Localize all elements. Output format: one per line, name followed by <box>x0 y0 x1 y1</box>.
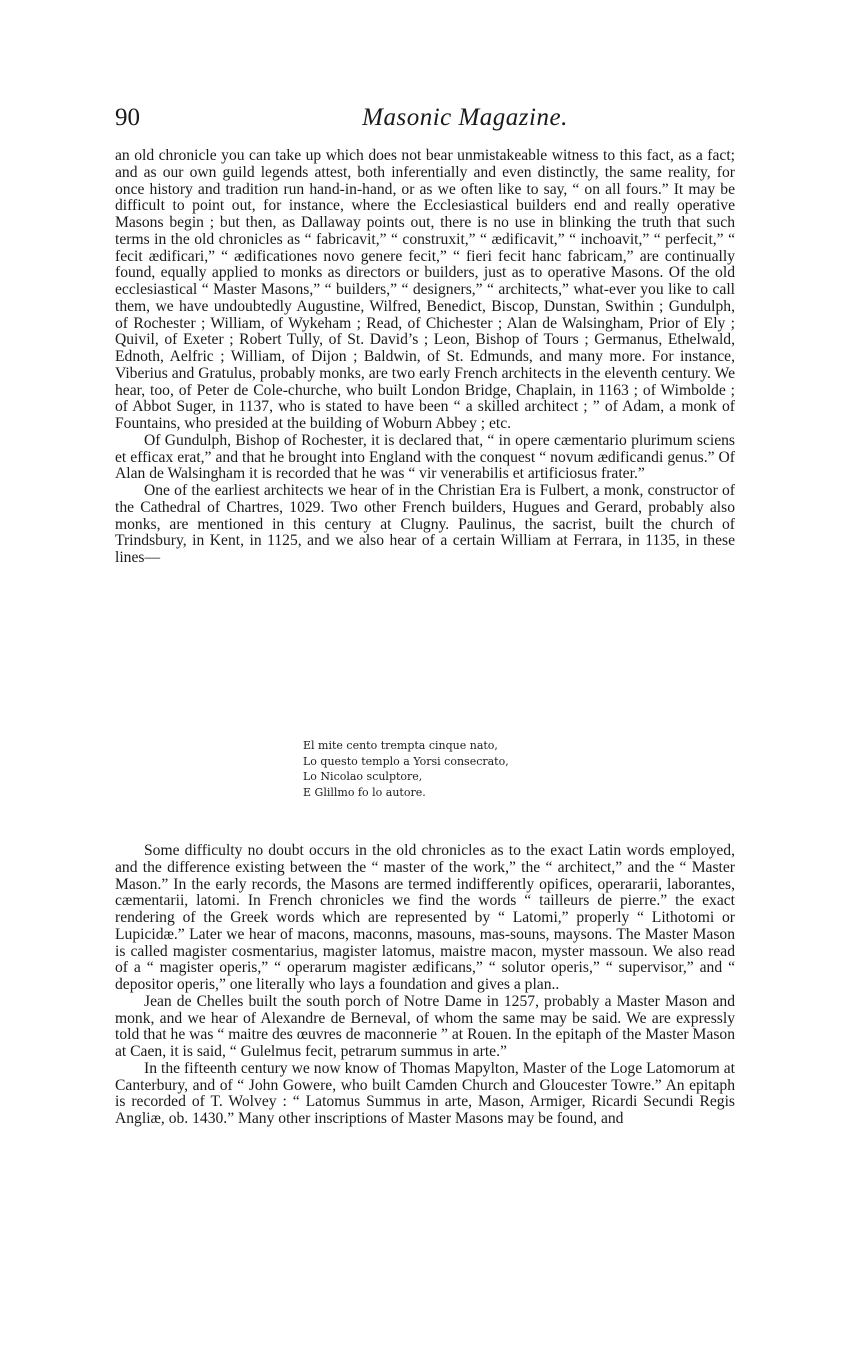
page-number: 90 <box>115 104 140 131</box>
body-text-lower <box>115 843 735 1128</box>
running-title: Masonic Magazine. <box>362 104 568 131</box>
verse-quotation <box>303 738 603 800</box>
paragraph-latin-words: Some difficulty no doubt occurs in the old chronicles as to the exact Latin words employed, and the difference existing between the “ master of the work,” the “ architect,” and the “ Master Mason.” In the early records, the Masons are termed indifferently opifices, operararii, laborantes, cæmentarii, latomi. In French chronicles we find the words “ tailleurs de pierre.” the exact rendering of the Greek words which are represented by “ Latomi,” properly “ Lithotomi or Lupicidæ.” Later we hear of macons, maconns, masouns, mas-souns, maysons. The Master Mason is called magister cosmentarius, magister latomus, maistre macon, myster massoun. We also read of a “ magister operis,” “ operarum magister ædificans,” “ solutor operis,” “ supervisor,” and “ depositor operis,” one literally who lays a foundation and gives a plan.. <box>115 842 735 993</box>
verse-line: Lo Nicolao sculptore, <box>303 770 423 783</box>
paragraph-fifteenth-century: In the fifteenth century we now know of Thomas Mapylton, Master of the Loge Latomorum at Canterbury, and of “ John Gowere, who built Camden Church and Gloucester Towre.” An epitaph is recorded of T. Wolvey : “ Latomus Summus in arte, Mason, Armiger, Ricardi Secundi Regis Angliæ, ob. 1430.” Many other inscriptions of Master Masons may be found, and <box>115 1059 735 1127</box>
verse-line: El mite cento trempta cinque nato, <box>303 739 498 752</box>
verse-line: Lo questo templo a Yorsi consecrato, <box>303 754 509 768</box>
paragraph-jean-de-chelles: Jean de Chelles built the south porch of Notre Dame in 1257, probably a Master Mason and monk, and we hear of Alexandre de Berneval, of whom the same may be said. We are expressly told that he was “ maitre des œuvres de maconnerie ” at Rouen. In the epitaph of the Master Mason at Caen, it is said, “ Gulelmus fecit, petrarum summus in arte.” <box>115 992 735 1060</box>
paragraph-gundulph: Of Gundulph, Bishop of Rochester, it is declared that, “ in opere cæmentario plurimum sciens et efficax erat,” and that he brought into England with the conquest “ novum ædificandi genus.” Of Alan de Walsingham it is recorded that he was “ vir venerabilis et artificiosus frater.” <box>115 431 735 483</box>
verse-line: E Glillmo fo lo autore. <box>303 785 426 799</box>
paragraph-earliest-architects: One of the earliest architects we hear of in the Christian Era is Fulbert, a monk, constructor of the Cathedral of Chartres, 1029. Two other French builders, Hugues and Gerard, probably also monks, are mentioned in this century at Clugny. Paulinus, the sacrist, built the church of Trindsbury, in Kent, in 1125, and we also hear of a certain William at Ferrara, in 1135, in these lines— <box>115 482 735 566</box>
body-text-upper <box>115 148 735 567</box>
page-header <box>115 100 735 136</box>
paragraph-continued: an old chronicle you can take up which does not bear unmistakeable witness to this fact, as a fact; and as our own guild legends attest, both inferentially and even distinctly, the same reality, for once history and tradition run hand-in-hand, or as we often like to say, “ on all fours.” It may be difficult to point out, for instance, where the Ecclesiastical builders end and really operative Masons begin ; but then, as Dallaway points out, there is no use in blinking the truth that such terms in the old chronicles as “ fabricavit,” “ construxit,” “ ædificavit,” “ inchoavit,” “ perfecit,” “ fecit ædificari,” “ ædificationes novo genere fecit,” “ fieri fecit hanc fabricam,” are continually found, equally applied to monks as directors or builders, just as to operative Masons. Of the old ecclesiastical “ Master Masons,” “ builders,” “ designers,” “ architects,” what-ever you like to call them, we have undoubtedly Augustine, Wilfred, Benedict, Biscop, Dunstan, Swithin ; Gundulph, of Rochester ; William, of Wykeham ; Read, of Chichester ; Alan de Walsingham, Prior of Ely ; Quivil, of Exeter ; Robert Tully, of St. David’s ; Leon, Bishop of Tours ; Germanus, Ethelwald, Ednoth, Aelfric ; William, of Dijon ; Baldwin, of St. Edmunds, and many more. For instance, Viberius and Gratulus, probably monks, are two early French architects in the eleventh century. We hear, too, of Peter de Cole-churche, who built London Bridge, Chaplain, in 1163 ; of Wimbolde ; of Abbot Suger, in 1137, who is stated to have been “ a skilled architect ; ” of Adam, a monk of Fountains, who presided at the building of Woburn Abbey ; etc. <box>115 147 735 432</box>
